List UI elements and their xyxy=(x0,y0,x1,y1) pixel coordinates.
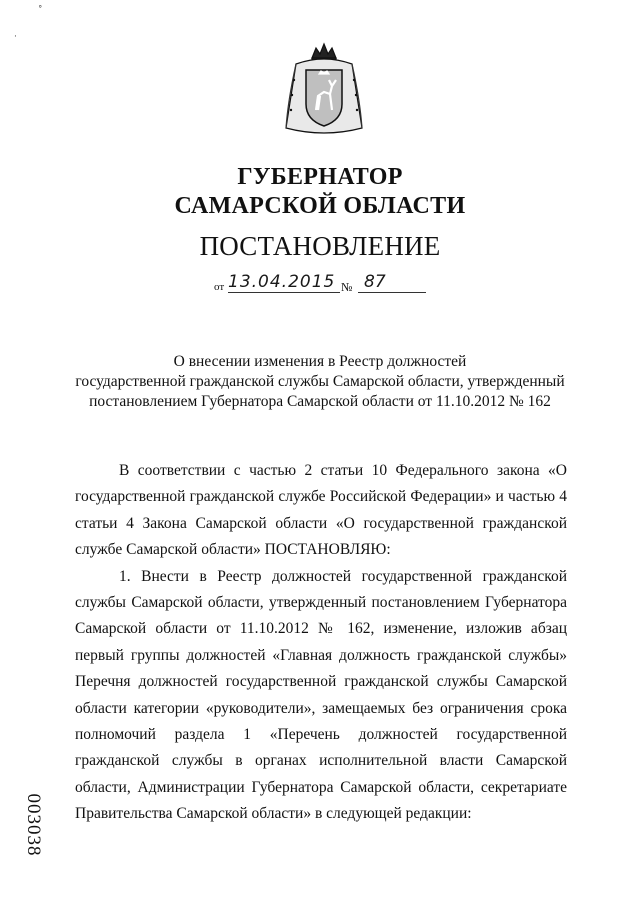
title-line3: постановлением Губернатора Самарской области от 11.10.2012 № 162 xyxy=(89,393,551,410)
org-name-line1: ГУБЕРНАТОР xyxy=(237,164,403,190)
body-paragraph-1: В соответствии с частью 2 статьи 10 Федерального закона «О государственной гражданской службе Российской Федерации» и частью 4 статьи 4 Закона Самарской области «О государственной гражданской службе Самарской области» ПОСТАНОВЛЯЮ: xyxy=(75,462,567,559)
scan-mark: ˚ xyxy=(38,6,43,16)
body-paragraph-2: 1. Внести в Реестр должностей государственной гражданской службы Самарской области, утвержденный постановлением Губернатора Самарской области от 11.10.2012 № 162, изменение, изложив абзац первый группы должностей «Главная должность гражданской службы» Перечня должностей государственной гражданской службы Самарской области категории «руководители», замещаемых без ограничения срока полномочий раздела 1 «Перечень должностей государственной гражданской службы в органах исполнительной власти Самарской области, Администрации Губернатора Самарской области, секретариате Правительства Самарской области» в следующей редакции: xyxy=(75,567,567,823)
coat-of-arms-icon xyxy=(274,40,374,140)
number-label: № xyxy=(341,280,353,294)
stamp-number: 003038 xyxy=(23,793,44,857)
scan-mark: · xyxy=(14,32,17,42)
title-line1: О внесении изменения в Реестр должностей xyxy=(173,353,467,370)
date-label: от xyxy=(214,281,225,293)
number-underline xyxy=(358,292,426,293)
document-number: 87 xyxy=(364,272,386,292)
document-date: 13.04.2015 xyxy=(228,272,336,292)
document-body xyxy=(75,458,567,828)
registration-stamp xyxy=(18,785,48,865)
date-underline xyxy=(228,292,340,293)
document-title xyxy=(60,352,580,412)
org-name-line2: САМАРСКОЙ ОБЛАСТИ xyxy=(174,193,466,219)
document-type: ПОСТАНОВЛЕНИЕ xyxy=(199,231,441,261)
title-line2: государственной гражданской службы Самарской области, утвержденный xyxy=(75,373,565,390)
